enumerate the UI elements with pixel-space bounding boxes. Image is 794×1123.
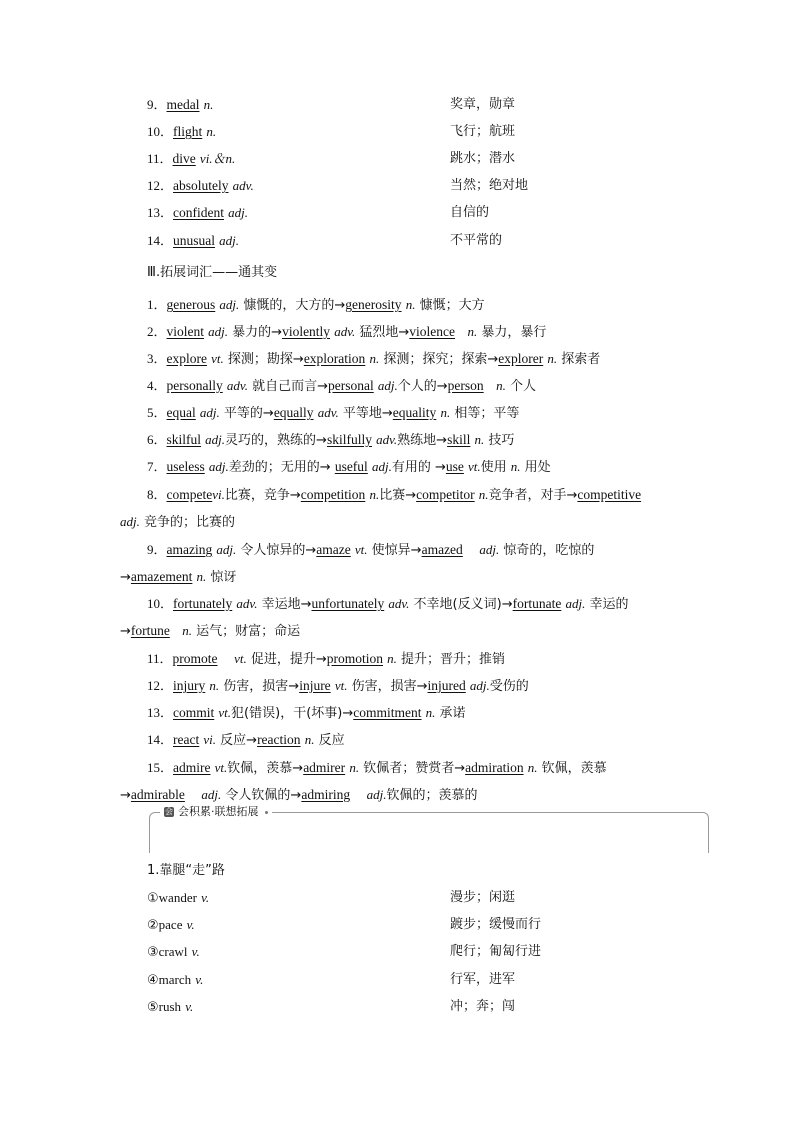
word: explorer: [498, 351, 544, 366]
word: amazed: [421, 542, 463, 557]
meaning: 幸运的: [585, 597, 629, 612]
item-number: 12．: [147, 178, 174, 193]
word: equal: [166, 405, 196, 420]
word: explore: [166, 351, 207, 366]
meaning: 有用的 →: [391, 460, 446, 475]
pos: n.: [425, 705, 436, 720]
meaning: 钦佩，羡慕→: [227, 761, 304, 776]
pos: n.: [510, 459, 521, 474]
pos: adv.: [236, 596, 258, 611]
meaning: 冲；奔；闯: [450, 999, 516, 1014]
pos: n.: [387, 651, 397, 666]
word: skilful: [166, 432, 202, 447]
meaning: 相等；平等: [450, 406, 520, 421]
word: promote: [172, 651, 218, 666]
vocab-row: [147, 231, 707, 251]
vocab-word: flight: [173, 124, 203, 139]
leg-row: [147, 888, 707, 908]
meaning: 钦佩，羡慕: [537, 761, 607, 776]
pos: vi.: [203, 732, 217, 747]
item-number: 13．: [147, 705, 174, 720]
meaning: 运气；财富；命运: [192, 624, 301, 639]
meaning: 令人惊异的→: [236, 543, 317, 558]
pos: adj.: [366, 787, 387, 802]
word: violence: [409, 324, 456, 339]
word: violently: [282, 324, 331, 339]
extension-line: [147, 457, 551, 478]
item-number: 10．: [147, 596, 174, 611]
pos: v.: [186, 917, 195, 932]
meaning: 探测；探究；探索→: [379, 352, 499, 367]
pos: v.: [191, 944, 200, 959]
pos: n.: [547, 351, 558, 366]
vocab-word: absolutely: [173, 178, 229, 193]
meaning: 反应: [314, 733, 345, 748]
word: skill: [447, 432, 471, 447]
meaning: 探测；勘探→: [223, 352, 304, 367]
pos: adv.: [226, 378, 248, 393]
meaning: 不平常的: [450, 233, 503, 248]
word: unfortunately: [311, 596, 385, 611]
part-of-speech: adj.: [228, 205, 249, 220]
extension-line: [147, 295, 485, 316]
item-number: 2．: [147, 324, 167, 339]
item-number: 15．: [147, 760, 174, 775]
word: amazing: [166, 542, 213, 557]
item-number: 1．: [147, 297, 167, 312]
meaning: 竞争者，对手→: [488, 488, 578, 503]
word: personally: [166, 378, 223, 393]
leg-row: [147, 997, 707, 1017]
pos: n.: [369, 351, 380, 366]
pos: n.: [369, 487, 380, 502]
meaning: 爬行；匍匐行进: [450, 944, 542, 959]
pos: adj.: [208, 459, 229, 474]
meaning: 不幸地(反义词)→: [409, 597, 513, 612]
word: admiration: [465, 760, 524, 775]
meaning: 受伤的: [489, 679, 529, 694]
pos: adv.: [317, 405, 339, 420]
meaning: 惊讶: [206, 570, 237, 585]
item-number: ②: [147, 918, 159, 933]
item-number: 6．: [147, 432, 167, 447]
pos: n.: [527, 760, 538, 775]
word: admirable: [130, 787, 185, 802]
meaning: 承诺: [435, 706, 466, 721]
word: reaction: [257, 732, 301, 747]
word: useful: [334, 459, 368, 474]
item-number: ③: [147, 945, 159, 960]
word: violent: [166, 324, 205, 339]
meaning: 提升；晋升；推销: [396, 652, 506, 667]
meaning: 犯(错误)，干(坏事)→: [231, 706, 354, 721]
word: injury: [173, 678, 206, 693]
word: amazement: [130, 569, 193, 584]
meaning: 自信的: [450, 205, 490, 220]
word: skilfully: [326, 432, 372, 447]
word: admiring: [301, 787, 351, 802]
meaning: 奖章，勋章: [450, 97, 516, 112]
pos: adv.: [388, 596, 410, 611]
pos: n.: [304, 732, 315, 747]
pos: n.: [467, 324, 478, 339]
item-number: 11．: [147, 651, 173, 666]
item-number: ①: [147, 891, 159, 906]
part-of-speech: adj.: [219, 233, 240, 248]
word: admire: [173, 760, 211, 775]
word: generous: [166, 297, 216, 312]
pos: vt.: [354, 542, 368, 557]
item-number: ④: [147, 973, 159, 988]
pos: adj.: [208, 324, 229, 339]
word: person: [447, 378, 484, 393]
pos: n.: [440, 405, 451, 420]
word: injure: [299, 678, 331, 693]
pos: n.: [196, 569, 207, 584]
meaning: 熟练地→: [397, 433, 448, 448]
meaning: 促进，提升→: [246, 652, 327, 667]
word: competition: [300, 487, 366, 502]
meaning: 令人钦佩的→: [221, 788, 302, 803]
word: competitive: [577, 487, 642, 502]
pos: n.: [349, 760, 360, 775]
pos: v.: [195, 972, 204, 987]
leg-row: [147, 970, 707, 990]
extension-line: [147, 758, 607, 779]
leg-row: [147, 915, 707, 935]
pos: adj.: [377, 378, 398, 393]
pos: adj.: [479, 542, 500, 557]
leg-row: [147, 942, 707, 962]
vocab-row: [147, 95, 707, 115]
word: fortunately: [173, 596, 233, 611]
meaning: 伤害，损害→: [219, 679, 300, 694]
word: commit: [173, 705, 215, 720]
word: wander: [158, 890, 197, 905]
pos: vt.: [234, 651, 247, 666]
meaning: 猛烈地→: [355, 325, 410, 340]
meaning: 比赛，竞争→: [224, 488, 301, 503]
vocab-word: dive: [172, 151, 196, 166]
meaning: 比赛→: [379, 488, 417, 503]
pos: adj.: [199, 405, 220, 420]
extension-line: [147, 485, 641, 506]
item-number: 7．: [147, 459, 167, 474]
extension-line-continued: →amazement n. 惊讶: [120, 569, 237, 585]
meaning: 个人: [505, 379, 536, 394]
word: fortune: [130, 623, 170, 638]
meaning: 幸运地→: [257, 597, 312, 612]
meaning: 当然；绝对地: [450, 178, 529, 193]
pos: adj.: [565, 596, 586, 611]
item-number: 9．: [147, 542, 167, 557]
meaning: 钦佩的；羡慕的: [386, 788, 478, 803]
meaning: 平等地→: [338, 406, 393, 421]
pos: adj.: [216, 542, 237, 557]
pos: n.: [478, 487, 489, 502]
pos: vt.: [211, 351, 224, 366]
pos: n.: [405, 297, 416, 312]
item-number: 12．: [147, 678, 174, 693]
word: pace: [158, 917, 183, 932]
word: react: [173, 732, 200, 747]
box-title-text: 会积累·联想拓展: [178, 805, 259, 818]
pos: adv.: [334, 324, 356, 339]
word: exploration: [303, 351, 366, 366]
meaning: 跳水；潜水: [450, 151, 516, 166]
pos: adv.: [376, 432, 398, 447]
pos: vt.: [468, 459, 481, 474]
group-title: 1.靠腿“走”路: [147, 863, 225, 878]
section-heading: Ⅲ.拓展词汇——通其变: [147, 265, 278, 280]
pos: vi.: [212, 487, 225, 502]
item-number: 9．: [147, 97, 167, 112]
extension-line: [147, 676, 529, 697]
word: personal: [328, 378, 374, 393]
extension-line: [147, 322, 546, 343]
part-of-speech: n.: [203, 97, 214, 112]
item-number: 5．: [147, 405, 167, 420]
item-number: 4．: [147, 378, 167, 393]
meaning: 暴力的→: [228, 325, 283, 340]
word: use: [445, 459, 464, 474]
meaning: 慷慨；大方: [415, 298, 485, 313]
pos: vt.: [334, 678, 348, 693]
meaning: 用处: [520, 460, 551, 475]
meaning: 使用: [480, 460, 511, 475]
meaning: 飞行；航班: [450, 124, 516, 139]
word: competitor: [416, 487, 475, 502]
part-of-speech: vi.＆n.: [199, 151, 236, 166]
item-number: 14．: [147, 233, 174, 248]
accumulation-box: [149, 805, 709, 853]
extension-line-continued: →fortune n. 运气；财富；命运: [120, 623, 301, 639]
meaning: 使惊异→: [367, 543, 422, 558]
extension-line-continued: →admirable adj. 令人钦佩的→admiring adj.钦佩的；羡慕的: [120, 787, 478, 803]
item-number: 8．: [147, 487, 167, 502]
part-of-speech: adv.: [232, 178, 254, 193]
vocab-row: [147, 149, 707, 169]
extension-line: [147, 730, 345, 751]
box-title: [160, 805, 272, 819]
pos: adj.: [205, 432, 226, 447]
item-number: 14．: [147, 732, 174, 747]
vocab-word: medal: [166, 97, 200, 112]
vocab-word: confident: [173, 205, 224, 220]
pos: vt.: [214, 760, 228, 775]
vocab-row: [147, 122, 707, 142]
extension-line: [147, 540, 594, 561]
meaning: 差劲的；无用的→: [228, 460, 335, 475]
extension-line: [147, 649, 505, 670]
word: rush: [158, 999, 182, 1014]
word: march: [158, 972, 192, 987]
meaning: 暴力，暴行: [477, 325, 547, 340]
word: compete: [166, 487, 213, 502]
meaning: 惊奇的，吃惊的: [499, 543, 595, 558]
pos: adj.: [469, 678, 490, 693]
extension-line: [147, 594, 628, 615]
extension-line: [147, 376, 536, 397]
vocab-word: unusual: [173, 233, 216, 248]
word: equally: [273, 405, 314, 420]
item-number: 13．: [147, 205, 174, 220]
meaning: 行军，进军: [450, 972, 516, 987]
pos: v.: [201, 890, 210, 905]
meaning: 就自己而言→: [247, 379, 328, 394]
meaning: 竞争的；比赛的: [139, 515, 236, 530]
word: admirer: [303, 760, 346, 775]
meaning: 钦佩者；赞赏者→: [359, 761, 466, 776]
pos: adj.: [201, 787, 222, 802]
pos: vt.: [218, 705, 232, 720]
pos: n.: [474, 432, 485, 447]
pos: n.: [182, 623, 193, 638]
word: useless: [166, 459, 205, 474]
extension-line: [147, 703, 466, 724]
meaning: 慷慨的，大方的→: [239, 298, 346, 313]
hui-icon: 会: [165, 807, 173, 816]
pos: v.: [185, 999, 194, 1014]
vocab-row: [147, 176, 707, 196]
item-number: 3．: [147, 351, 167, 366]
vocab-row: [147, 203, 707, 223]
extension-line: [147, 349, 600, 370]
item-number: 10．: [147, 124, 174, 139]
word: generosity: [345, 297, 402, 312]
part-of-speech: n.: [206, 124, 217, 139]
extension-line-continued: [120, 512, 235, 533]
extension-line: [147, 430, 514, 451]
meaning: 踱步；缓慢而行: [450, 917, 542, 932]
word: fortunate: [512, 596, 562, 611]
item-number: ⑤: [147, 1000, 159, 1015]
meaning: 漫步；闲逛: [450, 890, 516, 905]
meaning: 探索者: [557, 352, 601, 367]
word: injured: [427, 678, 466, 693]
pos: adj.: [371, 459, 392, 474]
word: commitment: [353, 705, 422, 720]
meaning: 反应→: [216, 733, 258, 748]
meaning: 技巧: [484, 433, 515, 448]
meaning: 伤害，损害→: [347, 679, 428, 694]
meaning: 个人的→: [397, 379, 448, 394]
word: equality: [392, 405, 437, 420]
meaning: 平等的→: [219, 406, 274, 421]
pos: n.: [496, 378, 506, 393]
pos: n.: [209, 678, 220, 693]
extension-line: [147, 403, 519, 424]
item-number: 11．: [147, 151, 173, 166]
pos: adj.: [219, 297, 240, 312]
word: amaze: [316, 542, 351, 557]
word: crawl: [158, 944, 188, 959]
word: promotion: [326, 651, 383, 666]
meaning: 灵巧的，熟练的→: [225, 433, 327, 448]
pos: adj.: [120, 514, 140, 529]
